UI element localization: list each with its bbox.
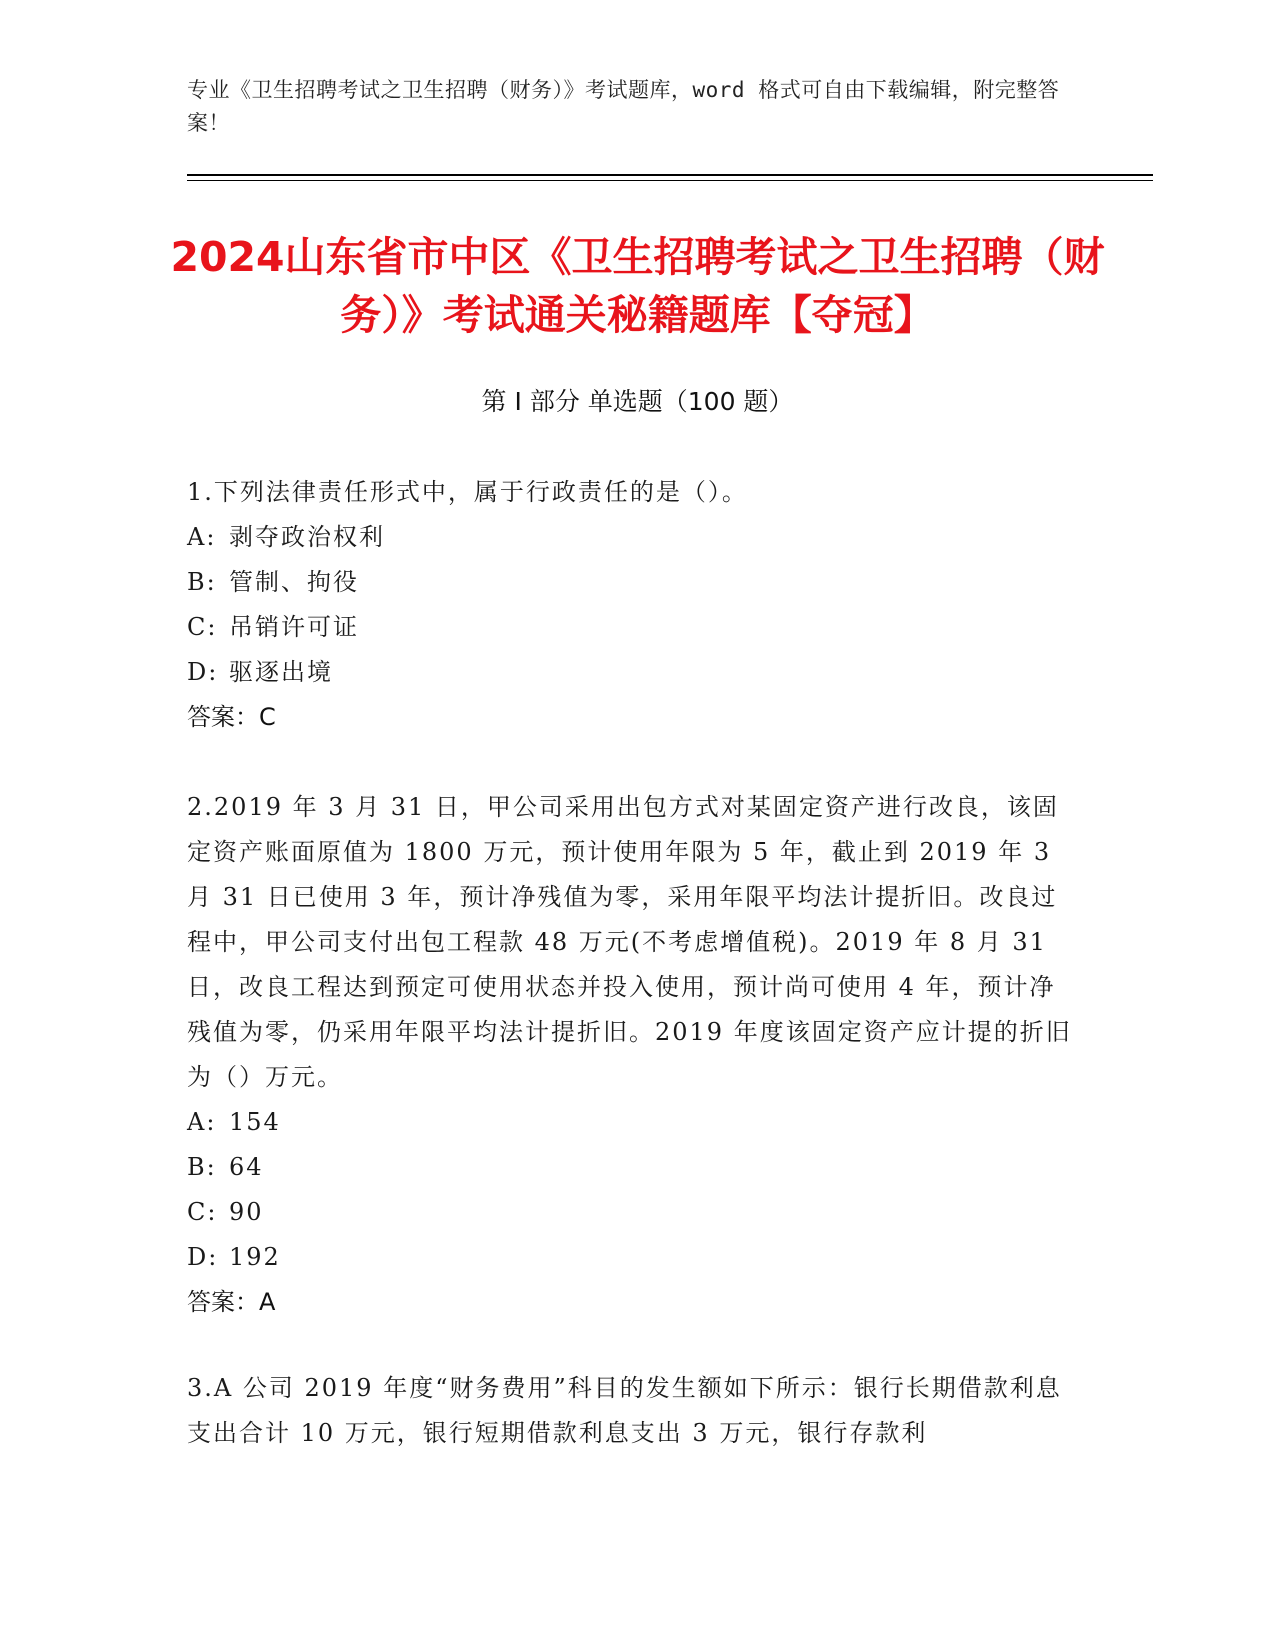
question-text: 2.2019 年 3 月 31 日，甲公司采用出包方式对某固定资产进行改良，该固定资产账面原值为 1800 万元，预计使用年限为 5 年，截止到 2019 年 3 月 31 日已使用 3 年，预计净残值为零，采用年限平均法计提折旧。改良过程中，甲公司支付出包工程款 48 万元(不考虑增值税)。2019 年 8 月 31 日，改良工程达到预定可使用状态并投入使用，预计尚可使用 4 年，预计净残值为零，仍采用年限平均法计提折旧。2019 年度该固定资产应计提的折旧为（）万元。 xyxy=(187,793,1072,1091)
option-letter: B: xyxy=(187,1153,217,1181)
option-letter: D: xyxy=(187,1243,219,1271)
option-letter: A: xyxy=(187,523,217,551)
option-letter: C: xyxy=(187,1198,218,1226)
option-letter: A: xyxy=(187,1108,217,1136)
header-divider-thick xyxy=(187,174,1153,176)
answer-line: 答案：C xyxy=(187,703,276,731)
option-d xyxy=(187,1235,1077,1280)
option-c xyxy=(187,605,1077,650)
option-text: 驱逐出境 xyxy=(229,658,333,686)
question-2 xyxy=(187,785,1077,1325)
option-b xyxy=(187,1145,1077,1190)
header-divider-thin xyxy=(187,180,1153,181)
option-a xyxy=(187,1100,1077,1145)
question-1 xyxy=(187,470,1077,740)
option-text: 剥夺政治权利 xyxy=(229,523,385,551)
page-title: 2024山东省市中区《卫生招聘考试之卫生招聘（财务）》考试通关秘籍题库【夺冠】 xyxy=(170,233,1105,339)
option-b xyxy=(187,560,1077,605)
option-letter: C: xyxy=(187,613,218,641)
header-note: 专业《卫生招聘考试之卫生招聘（财务）》考试题库，word 格式可自由下载编辑，附完整答案！ xyxy=(187,78,1060,135)
option-d xyxy=(187,650,1077,695)
option-text: 64 xyxy=(229,1153,264,1181)
option-text: 192 xyxy=(229,1243,281,1271)
question-text: 1.下列法律责任形式中，属于行政责任的是（）。 xyxy=(187,478,748,506)
answer-line: 答案：A xyxy=(187,1288,276,1316)
option-letter: B: xyxy=(187,568,217,596)
section-heading: 第 I 部分 单选题（100 题） xyxy=(481,387,794,416)
question-text: 3.A 公司 2019 年度“财务费用”科目的发生额如下所示：银行长期借款利息支出合计 10 万元，银行短期借款利息支出 3 万元，银行存款利 xyxy=(187,1374,1062,1447)
option-text: 吊销许可证 xyxy=(229,613,359,641)
option-text: 90 xyxy=(229,1198,264,1226)
option-text: 管制、拘役 xyxy=(229,568,359,596)
option-c xyxy=(187,1190,1077,1235)
option-text: 154 xyxy=(229,1108,281,1136)
option-a xyxy=(187,515,1077,560)
question-3 xyxy=(187,1366,1077,1456)
option-letter: D: xyxy=(187,658,219,686)
